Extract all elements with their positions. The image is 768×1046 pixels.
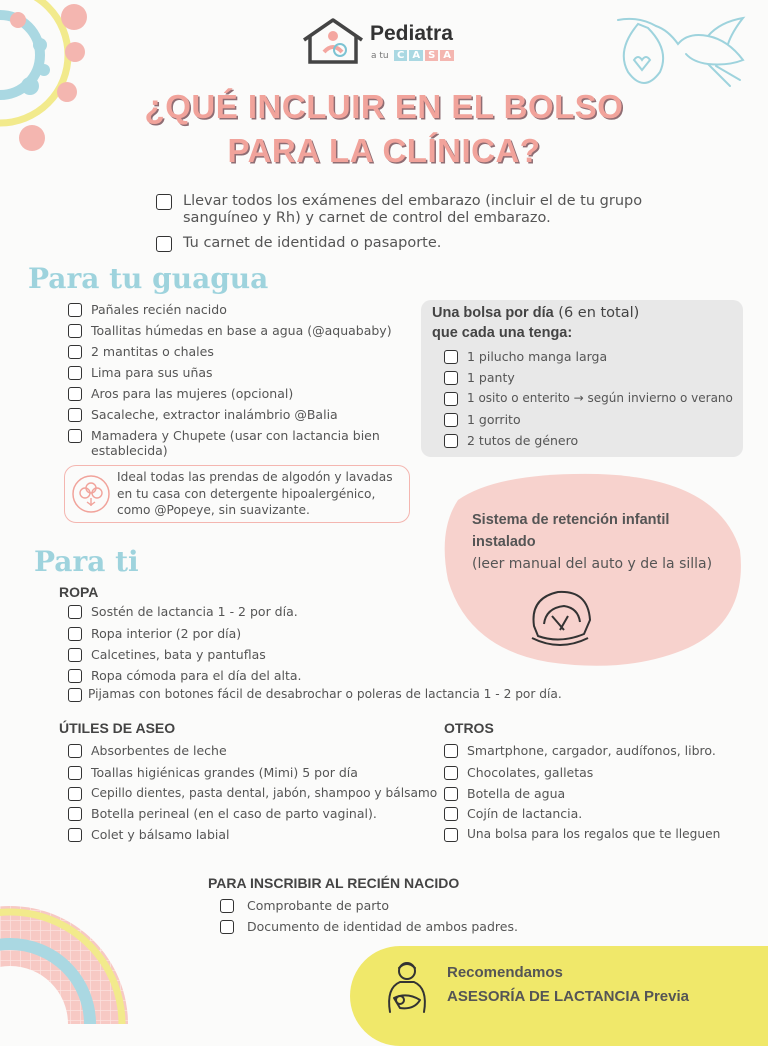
checkbox[interactable]: [444, 787, 458, 801]
aseo-item-label: Absorbentes de leche: [91, 743, 227, 758]
sistema-line-2: instalado: [472, 534, 536, 550]
cotton-icon: [71, 474, 111, 514]
inscribir-item[interactable]: [220, 898, 540, 913]
ropa-item[interactable]: [68, 687, 748, 702]
checkbox[interactable]: [444, 807, 458, 821]
checkbox[interactable]: [68, 766, 82, 780]
guagua-item-label: 2 mantitas o chales: [91, 344, 214, 359]
intro-item-label: Tu carnet de identidad o pasaporte.: [183, 235, 442, 251]
otros-item[interactable]: [444, 765, 754, 780]
otros-item[interactable]: [444, 743, 754, 758]
otros-item-label: Smartphone, cargador, audífonos, libro.: [467, 743, 716, 758]
checkbox[interactable]: [444, 828, 458, 842]
inscribir-item-label: Comprobante de parto: [247, 898, 389, 913]
guagua-item[interactable]: [68, 344, 408, 359]
ropa-item-label: Ropa cómoda para el día del alta.: [91, 668, 302, 683]
brand-sub-prefix: a tu: [371, 51, 389, 61]
bolsa-item-label: 1 osito o enterito → según invierno o verano: [467, 391, 733, 405]
checkbox[interactable]: [444, 744, 458, 758]
stork-icon: [608, 10, 758, 100]
note-text: Ideal todas las prendas de algodón y lavadas en tu casa con detergente hipoalergénico, como @Popeye, sin suavizante.: [117, 470, 393, 517]
bolsa-item[interactable]: [444, 391, 744, 406]
aseo-item-label: Toallas higiénicas grandes (Mimi) 5 por día: [91, 765, 358, 780]
sistema-line-1: Sistema de retención infantil: [472, 512, 670, 528]
checkbox[interactable]: [444, 413, 458, 427]
bolsa-title-rest: (6 en total): [553, 305, 640, 321]
otros-item[interactable]: [444, 786, 754, 801]
checkbox[interactable]: [220, 920, 234, 934]
checkbox[interactable]: [68, 303, 82, 317]
bolsa-title: [432, 305, 639, 321]
guagua-item-label: Lima para sus uñas: [91, 365, 213, 380]
checkbox[interactable]: [68, 648, 82, 662]
otros-item-label: Una bolsa para los regalos que te lleguen: [467, 827, 721, 841]
checkbox[interactable]: [444, 392, 458, 406]
ropa-item-label: Sostén de lactancia 1 - 2 por día.: [91, 604, 298, 619]
bolsa-item-label: 1 gorrito: [467, 412, 521, 427]
checkbox[interactable]: [68, 429, 82, 443]
ropa-item[interactable]: [68, 604, 488, 619]
title-line-1: ¿QUÉ INCLUIR EN EL BOLSO: [144, 88, 624, 125]
bolsa-item-label: 1 panty: [467, 370, 515, 385]
otros-item[interactable]: [444, 806, 754, 821]
checkbox[interactable]: [68, 828, 82, 842]
otros-item[interactable]: [444, 827, 764, 842]
recomendamos-line-2: ASESORÍA DE LACTANCIA Previa: [447, 988, 689, 1005]
breastfeeding-icon: [380, 958, 434, 1016]
checkbox[interactable]: [68, 688, 82, 702]
checkbox[interactable]: [68, 345, 82, 359]
otros-title: OTROS: [444, 720, 494, 736]
aseo-item[interactable]: [68, 827, 438, 842]
otros-item-label: Cojín de lactancia.: [467, 806, 583, 821]
bolsa-item-label: 1 pilucho manga larga: [467, 349, 608, 364]
bolsa-item[interactable]: [444, 370, 744, 385]
checkbox[interactable]: [444, 434, 458, 448]
aseo-item-label: Colet y bálsamo labial: [91, 827, 230, 842]
checkbox[interactable]: [68, 787, 82, 801]
guagua-item-label: Pañales recién nacido: [91, 302, 227, 317]
bolsa-subtitle: que cada una tenga:: [432, 325, 573, 341]
bolsa-title-bold: Una bolsa por día: [432, 305, 554, 321]
aseo-item[interactable]: [68, 786, 448, 801]
checkbox[interactable]: [444, 766, 458, 780]
checkbox[interactable]: [156, 236, 172, 252]
guagua-item[interactable]: [68, 407, 408, 422]
guagua-item-label: Sacaleche, extractor inalámbrio @Balia: [91, 407, 338, 422]
car-seat-icon: [524, 586, 596, 652]
ropa-item-label: Calcetines, bata y pantuflas: [91, 647, 266, 662]
bolsa-item[interactable]: [444, 412, 744, 427]
checkbox[interactable]: [68, 669, 82, 683]
guagua-item[interactable]: [68, 365, 408, 380]
checkbox[interactable]: [220, 899, 234, 913]
intro-item[interactable]: [156, 235, 656, 252]
aseo-title: ÚTILES DE ASEO: [59, 720, 176, 736]
intro-item-label: Llevar todos los exámenes del embarazo (incluir el de tu grupo sanguíneo y Rh) y carnet de control del embarazo.: [183, 193, 643, 226]
checkbox[interactable]: [68, 627, 82, 641]
checkbox[interactable]: [68, 605, 82, 619]
bolsa-item-label: 2 tutos de género: [467, 433, 579, 448]
otros-item-label: Botella de agua: [467, 786, 566, 801]
aseo-item[interactable]: [68, 765, 438, 780]
inscribir-item-label: Documento de identidad de ambos padres.: [247, 919, 518, 934]
ropa-title: ROPA: [59, 584, 99, 600]
note-box: [64, 465, 410, 523]
recomendamos-line-1: Recomendamos: [447, 964, 563, 981]
bottom-left-decoration: [0, 890, 140, 1024]
ropa-item-label: Pijamas con botones fácil de desabrochar o poleras de lactancia 1 - 2 por día.: [88, 687, 562, 701]
brand-letter: S: [425, 50, 438, 61]
checkbox[interactable]: [68, 408, 82, 422]
inscribir-title: PARA INSCRIBIR AL RECIÉN NACIDO: [208, 875, 460, 891]
otros-item-label: Chocolates, galletas: [467, 765, 594, 780]
checkbox[interactable]: [444, 371, 458, 385]
aseo-item[interactable]: [68, 806, 438, 821]
ropa-item[interactable]: [68, 668, 488, 683]
section-title-parati: Para ti: [34, 545, 139, 578]
guagua-item[interactable]: [68, 428, 388, 458]
checkbox[interactable]: [68, 387, 82, 401]
sistema-line-3: (leer manual del auto y de la silla): [472, 556, 713, 572]
brand-letter: A: [409, 50, 423, 61]
ropa-item-label: Ropa interior (2 por día): [91, 626, 242, 641]
aseo-item-label: Cepillo dientes, pasta dental, jabón, shampoo y bálsamo: [91, 786, 438, 800]
guagua-item-label: Toallitas húmedas en base a agua (@aquababy): [91, 323, 392, 338]
checkbox[interactable]: [156, 194, 172, 210]
brand-letter: C: [394, 50, 407, 61]
guagua-item-label: Aros para las mujeres (opcional): [91, 386, 294, 401]
section-title-guagua: Para tu guagua: [28, 262, 269, 295]
guagua-item-label: Mamadera y Chupete (usar con lactancia bien establecida): [91, 428, 380, 458]
intro-item[interactable]: [156, 193, 656, 227]
title-line-2: PARA LA CLÍNICA?: [227, 132, 541, 169]
checkbox[interactable]: [68, 324, 82, 338]
brand-name: Pediatra: [370, 22, 453, 45]
bolsa-item[interactable]: [444, 349, 744, 364]
ropa-item[interactable]: [68, 647, 488, 662]
inscribir-item[interactable]: [220, 919, 540, 934]
brand-letter: A: [440, 50, 454, 61]
checkbox[interactable]: [68, 744, 82, 758]
logo: [300, 16, 470, 68]
guagua-item[interactable]: [68, 386, 408, 401]
checkbox[interactable]: [444, 350, 458, 364]
aseo-item-label: Botella perineal (en el caso de parto vaginal).: [91, 806, 377, 821]
checkbox[interactable]: [68, 366, 82, 380]
ropa-item[interactable]: [68, 626, 488, 641]
guagua-item[interactable]: [68, 302, 408, 317]
bolsa-item[interactable]: [444, 433, 744, 448]
checkbox[interactable]: [68, 807, 82, 821]
guagua-item[interactable]: [68, 323, 408, 338]
brand-casa: [394, 50, 454, 61]
aseo-item[interactable]: [68, 743, 438, 758]
house-logo-icon: [300, 18, 366, 66]
